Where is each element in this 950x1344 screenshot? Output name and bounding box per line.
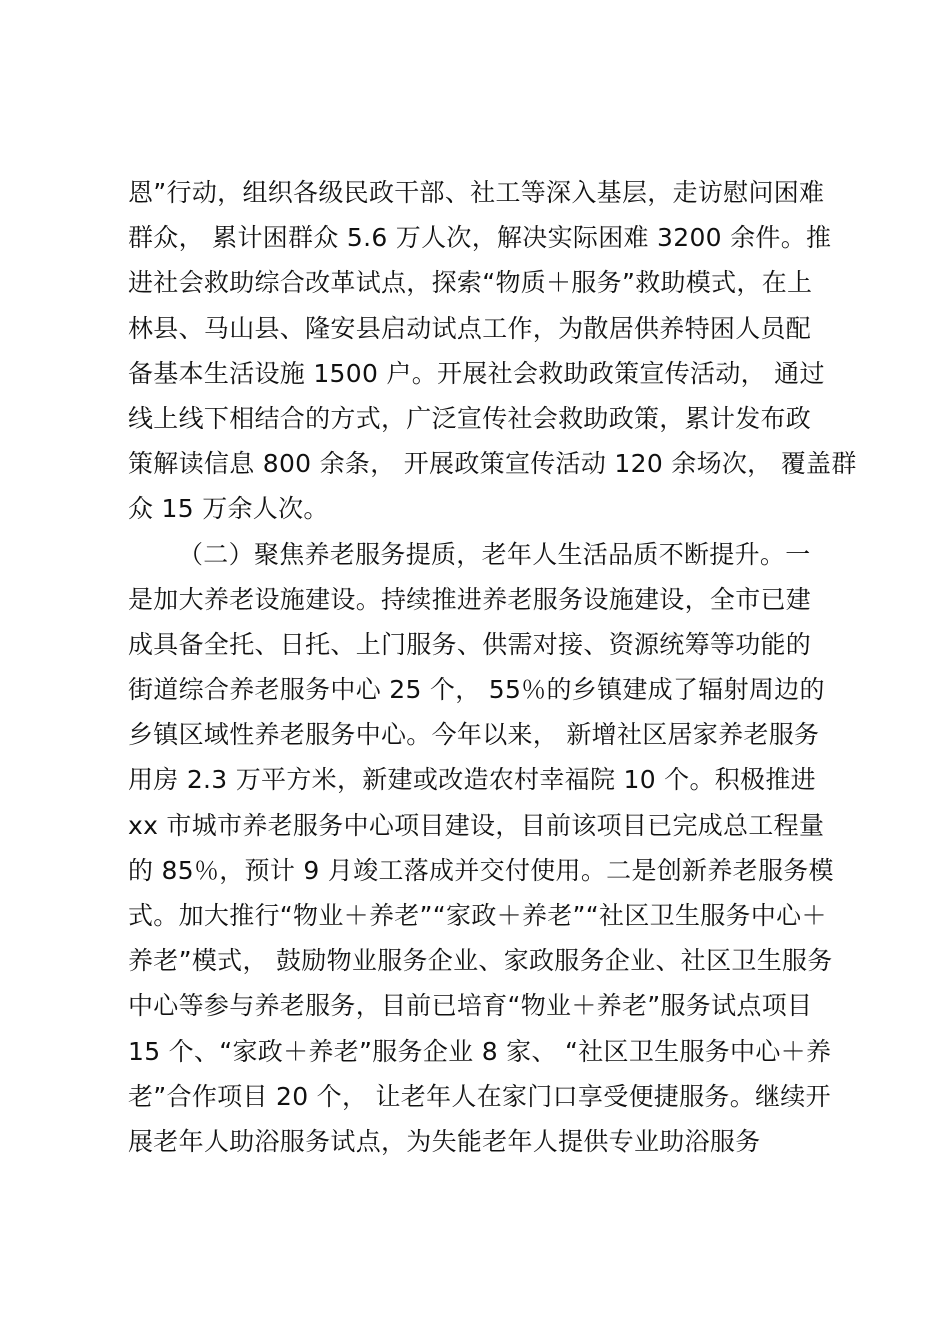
text-line: 乡镇区域性养老服务中心。今年以来， 新增社区居家养老服务 bbox=[128, 720, 820, 750]
text-line: 是加大养老设施建设。持续推进养老服务设施建设，全市已建 bbox=[128, 584, 812, 614]
text-line: 群众， 累计困群众 5.6 万人次，解决实际困难 3200 余件。推 bbox=[128, 223, 832, 253]
text-line: 用房 2.3 万平方米，新建或改造农村幸福院 10 个。积极推进 bbox=[128, 765, 816, 795]
text-line: 进社会救助综合改革试点，探索“物质＋服务”救助模式，在上 bbox=[128, 268, 813, 298]
text-line: 街道综合养老服务中心 25 个， 55％的乡镇建成了辐射周边的 bbox=[128, 675, 825, 705]
text-line: 中心等参与养老服务，目前已培育“物业＋养老”服务试点项目 bbox=[128, 991, 813, 1021]
section-heading-line: （二）聚焦养老服务提质，老年人生活品质不断提升。一 bbox=[178, 539, 811, 569]
text-line: 15 个、“家政＋养老”服务企业 8 家、 “社区卫生服务中心＋养 bbox=[128, 1036, 832, 1066]
text-line: 式。加大推行“物业＋养老”“家政＋养老”“社区卫生服务中心＋ bbox=[128, 901, 827, 930]
text-line: 的 85％，预计 9 月竣工落成并交付使用。二是创新养老服务模 bbox=[128, 855, 834, 885]
text-line: 众 15 万余人次。 bbox=[128, 494, 329, 524]
text-line: 成具备全托、日托、上门服务、供需对接、资源统筹等功能的 bbox=[128, 629, 812, 659]
text-line: 恩”行动，组织各级民政干部、社工等深入基层，走访慰问困难 bbox=[128, 178, 825, 207]
text-line: 线上线下相结合的方式，广泛宣传社会救助政策，累计发布政 bbox=[128, 403, 812, 433]
text-line: xx 市城市养老服务中心项目建设，目前该项目已完成总工程量 bbox=[128, 810, 825, 840]
text-line: 策解读信息 800 余条， 开展政策宣传活动 120 余场次， 覆盖群 bbox=[128, 449, 857, 479]
body-text bbox=[128, 170, 857, 1164]
text-line: 养老”模式， 鼓励物业服务企业、家政服务企业、社区卫生服务 bbox=[128, 946, 833, 976]
text-line: 老”合作项目 20 个， 让老年人在家门口享受便捷服务。继续开 bbox=[128, 1081, 831, 1111]
text-line: 备基本生活设施 1500 户。开展社会救助政策宣传活动， 通过 bbox=[128, 358, 825, 388]
text-line: 展老年人助浴服务试点，为失能老年人提供专业助浴服务 bbox=[128, 1126, 761, 1156]
text-line: 林县、马山县、隆安县启动试点工作，为散居供养特困人员配 bbox=[128, 313, 812, 343]
